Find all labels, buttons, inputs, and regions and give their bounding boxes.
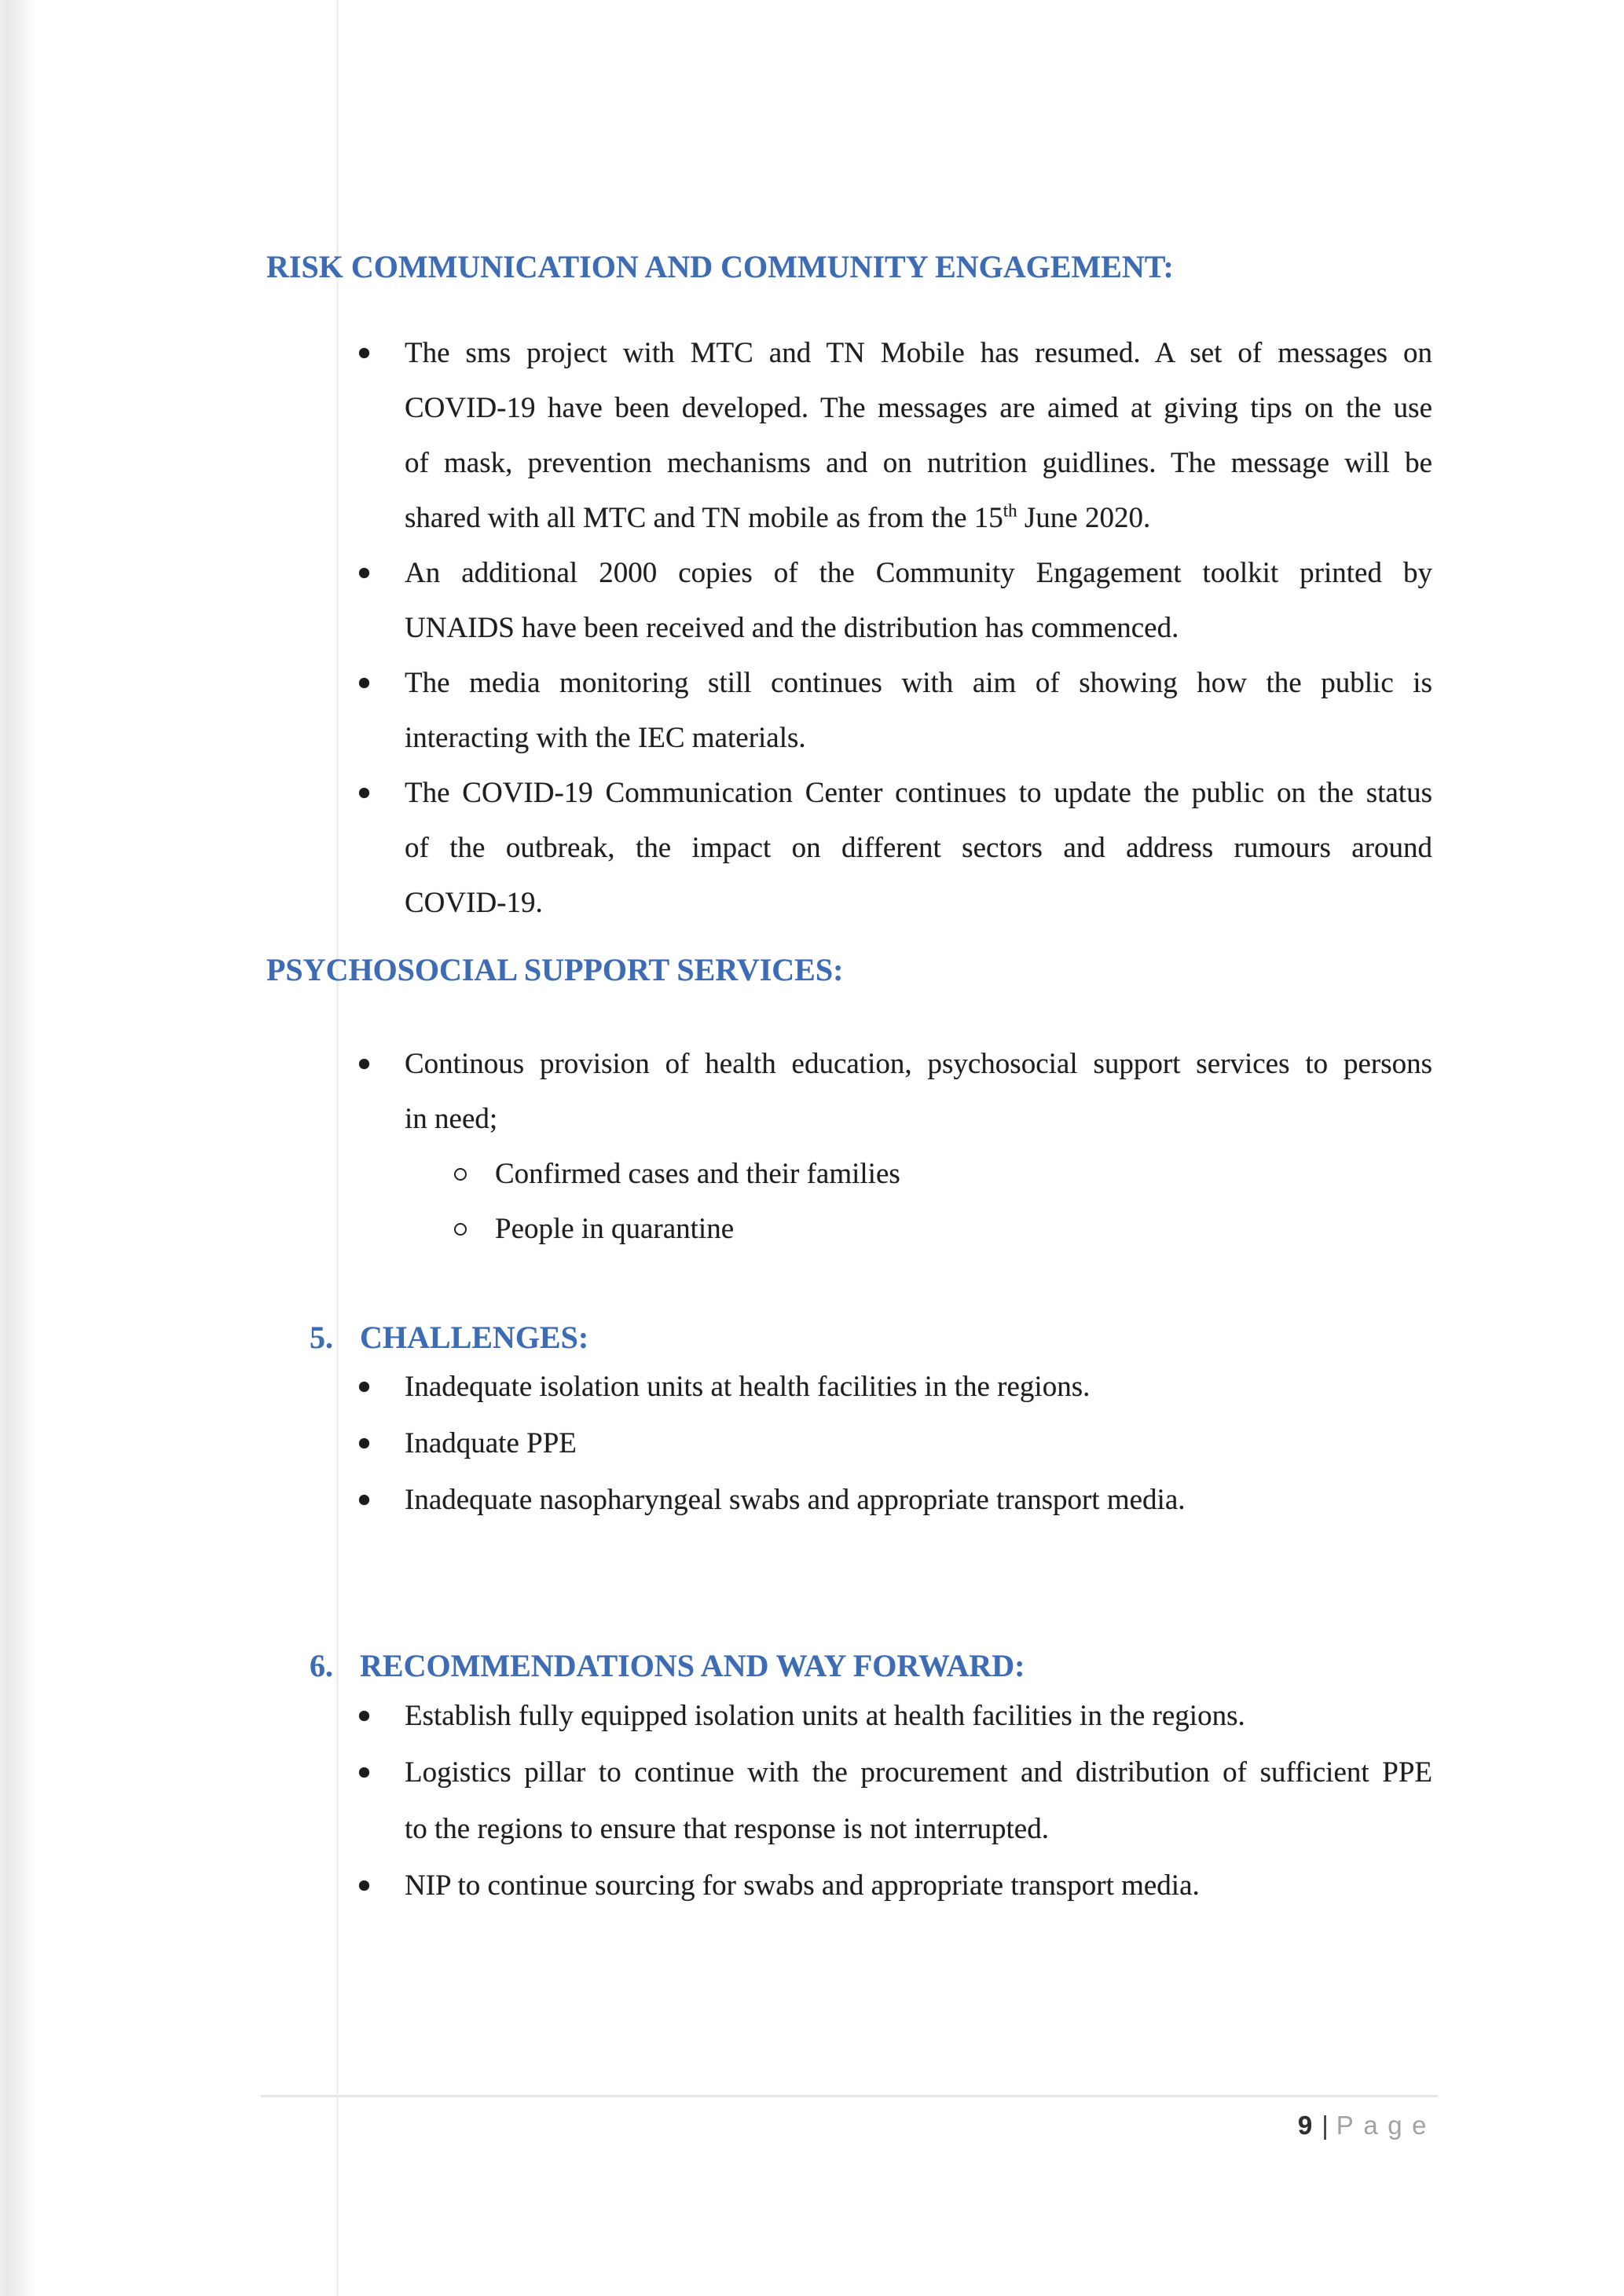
text-line: An additional 2000 copies of the Community Engagement toolkit printed by: [405, 557, 1432, 589]
page-footer: [1298, 2110, 1436, 2141]
bullet-dot-icon: [359, 1059, 369, 1069]
text-segment: June 2020.: [1017, 502, 1151, 534]
bullet-item: [405, 1688, 1432, 1745]
section-heading-risk-communication: RISK COMMUNICATION AND COMMUNITY ENGAGEMENT:: [266, 249, 1174, 284]
bullet-dot-icon: [359, 788, 369, 798]
bullet-dot-icon: [359, 678, 369, 688]
section-number: 5.: [310, 1320, 333, 1355]
section-heading-text: RECOMMENDATIONS AND WAY FORWARD:: [360, 1648, 1025, 1683]
circle-bullet-icon: [454, 1223, 467, 1236]
text-line: COVID-19 have been developed. The messages are aimed at giving tips on the use: [405, 392, 1432, 424]
section-heading-text: CHALLENGES:: [360, 1320, 589, 1355]
sub-bullet-item: [495, 1147, 1432, 1202]
text-line: Continous provision of health education, psychosocial support services to persons: [405, 1048, 1432, 1080]
text-line: Inadquate PPE: [405, 1427, 577, 1459]
page-number: 9: [1297, 2111, 1313, 2140]
bullet-item: [405, 546, 1432, 656]
section-heading-psychosocial-support: PSYCHOSOCIAL SUPPORT SERVICES:: [266, 952, 844, 987]
text-line: COVID-19.: [405, 887, 543, 919]
footer-separator: |: [1322, 2111, 1329, 2140]
bullet-item: [405, 1472, 1432, 1529]
ordinal-superscript: th: [1003, 500, 1017, 521]
text-line: Inadequate nasopharyngeal swabs and appropriate transport media.: [405, 1484, 1186, 1516]
text-line: Logistics pillar to continue with the procurement and distribution of sufficient PPE: [405, 1756, 1432, 1789]
bullet-dot-icon: [359, 1880, 369, 1891]
text-line: UNAIDS have been received and the distribution has commenced.: [405, 612, 1179, 644]
bullet-item: [405, 766, 1432, 931]
section-heading-recommendations: [310, 1639, 1025, 1694]
footer-rule: [261, 2095, 1438, 2097]
text-line: NIP to continue sourcing for swabs and appropriate transport media.: [405, 1869, 1200, 1902]
bullet-dot-icon: [359, 1382, 369, 1392]
text-line: The COVID-19 Communication Center continues to update the public on the status: [405, 777, 1432, 809]
text-line: interacting with the IEC materials.: [405, 722, 806, 754]
scan-artifact-line: [336, 0, 339, 2296]
text-line: of the outbreak, the impact on different sectors and address rumours around: [405, 832, 1432, 864]
text-line: [405, 491, 1432, 546]
bullet-dot-icon: [359, 1438, 369, 1448]
bullet-item: [405, 326, 1432, 546]
bullet-item: [405, 656, 1432, 766]
text-segment: shared with all MTC and TN mobile as from the 15: [405, 502, 1003, 534]
section-heading-challenges: [310, 1310, 588, 1365]
bullet-dot-icon: [359, 1495, 369, 1505]
pss-bullet-list: [405, 1037, 1432, 1257]
text-line: The sms project with MTC and TN Mobile has resumed. A set of messages on: [405, 337, 1432, 369]
bullet-dot-icon: [359, 348, 369, 358]
circle-bullet-icon: [454, 1168, 467, 1181]
challenges-bullet-list: [405, 1359, 1432, 1529]
scan-edge-band: [0, 0, 36, 2296]
text-line: to the regions to ensure that response is not interrupted.: [405, 1813, 1049, 1845]
bullet-item: [405, 1415, 1432, 1472]
text-line: The media monitoring still continues with aim of showing how the public is: [405, 667, 1432, 699]
bullet-item: [405, 1037, 1432, 1147]
bullet-item: [405, 1858, 1432, 1914]
text-line: Inadequate isolation units at health facilities in the regions.: [405, 1371, 1091, 1403]
text-line: People in quarantine: [495, 1213, 735, 1245]
bullet-dot-icon: [359, 1767, 369, 1778]
bullet-dot-icon: [359, 568, 369, 578]
text-line: Confirmed cases and their families: [495, 1158, 900, 1190]
bullet-dot-icon: [359, 1711, 369, 1721]
text-line: of mask, prevention mechanisms and on nutrition guidlines. The message will be: [405, 447, 1432, 479]
section-number: 6.: [310, 1648, 333, 1683]
text-line: in need;: [405, 1103, 498, 1135]
footer-page-word: Page: [1336, 2111, 1436, 2140]
bullet-item: [405, 1745, 1432, 1858]
rcce-bullet-list: [405, 326, 1432, 931]
sub-bullet-item: [495, 1202, 1432, 1257]
text-line: Establish fully equipped isolation units at health facilities in the regions.: [405, 1700, 1245, 1732]
recommendations-bullet-list: [405, 1688, 1432, 1914]
bullet-item: [405, 1359, 1432, 1415]
